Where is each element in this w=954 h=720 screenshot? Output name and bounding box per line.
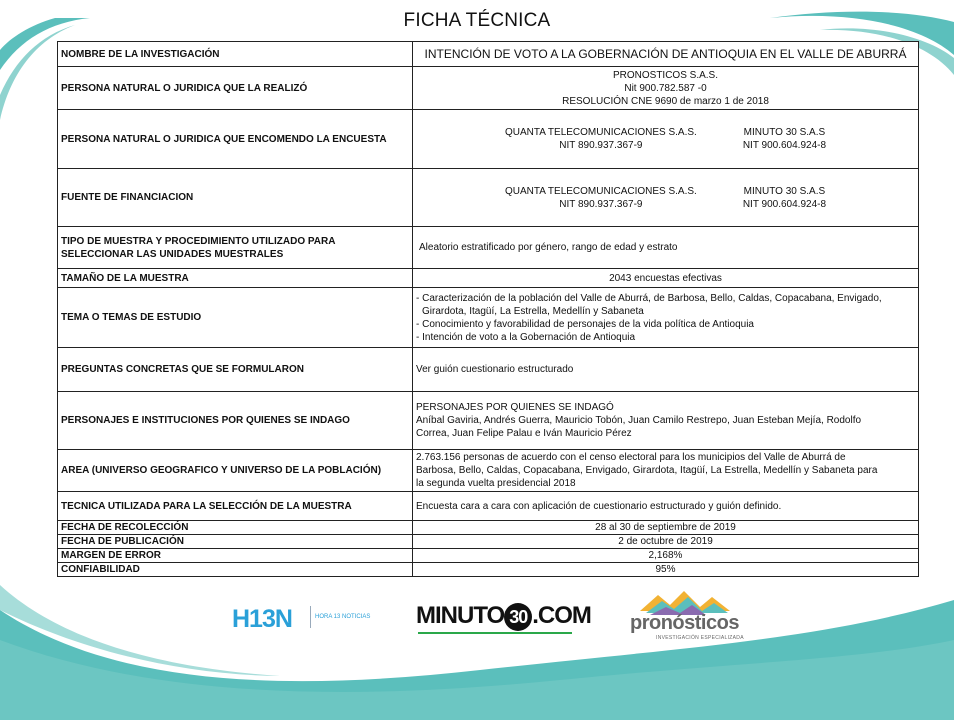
row-label: FECHA DE PUBLICACIÓN [58,535,413,549]
label-line: SELECCIONAR LAS UNIDADES MUESTRALES [61,248,284,260]
text-line: Barbosa, Bello, Caldas, Copacabana, Envigado, Girardota, Itagüí, La Estrella, Medellín y Sabaneta para [416,465,878,476]
row-label: NOMBRE DE LA INVESTIGACIÓN [58,42,413,67]
row-label: PERSONAJES E INSTITUCIONES POR QUIENES SE INDAGO [58,392,413,450]
table-row [58,450,919,492]
table-row [58,42,919,67]
text-line: Correa, Juan Felipe Palau e Iván Mauricio Pérez [416,428,632,439]
text-line: Nit 900.782.587 -0 [624,82,707,94]
entity-nit: NIT 900.604.924-8 [742,198,827,210]
row-value: 95% [413,563,919,577]
row-value: 2 de octubre de 2019 [413,535,919,549]
table-row [58,521,919,535]
minuto-underline [418,632,572,634]
row-value [413,288,919,348]
entity-nit: NIT 890.937.367-9 [559,140,643,151]
table-row [58,549,919,563]
row-label: MARGEN DE ERROR [58,549,413,563]
h13n-logo: H13N [232,605,292,633]
row-label: CONFIABILIDAD [58,563,413,577]
minuto-text: MINUTO [416,602,505,629]
text-line: Aníbal Gaviria, Andrés Guerra, Mauricio Tobón, Juan Camilo Restrepo, Juan Esteban Mejía, Rodolfo [416,415,862,426]
row-value [413,110,919,169]
label-line: TIPO DE MUESTRA Y PROCEDIMIENTO UTILIZADO PARA [61,235,336,247]
entity-b [743,185,826,211]
pronosticos-logo-subtitle: INVESTIGACIÓN ESPECIALIZADA [656,635,744,641]
text-line: - Conocimiento y favorabilidad de personajes de la vida política de Antioquia [416,318,754,330]
text-line: Girardota, Itagüí, La Estrella, Medellín y Sabaneta [422,305,644,317]
row-value: Encuesta cara a cara con aplicación de cuestionario estructurado y guión definido. [413,492,919,521]
minuto30-logo [416,602,591,631]
table-row [58,110,919,169]
minuto-com-text: .COM [532,602,591,629]
table-row [58,169,919,227]
row-value [413,67,919,110]
text-line: - Caracterización de la población del Valle de Aburrá, de Barbosa, Bello, Caldas, Copacabana, Envigado, [416,292,882,304]
row-value [413,169,919,227]
entity-name: QUANTA TELECOMUNICACIONES S.A.S. [504,127,697,138]
text-line: RESOLUCIÓN CNE 9690 de marzo 1 de 2018 [562,95,769,107]
text-line: - Intención de voto a la Gobernación de Antioquia [416,331,636,343]
row-label [58,227,413,269]
row-value [413,392,919,450]
row-value: 28 al 30 de septiembre de 2019 [413,521,919,535]
table-row [58,348,919,392]
entity-name: MINUTO 30 S.A.S [743,185,826,197]
entity-b [743,126,826,152]
table-row [58,288,919,348]
entity-nit: NIT 890.937.367-9 [559,198,643,210]
text-line: 2.763.156 personas de acuerdo con el censo electoral para los municipios del Valle de Aburrá de [416,452,846,463]
row-label: AREA (UNIVERSO GEOGRAFICO Y UNIVERSO DE LA POBLACIÓN) [58,450,413,492]
h13n-logo-subtitle: HORA 13 NOTICIAS [315,614,371,620]
entity-name: MINUTO 30 S.A.S [743,127,826,138]
entity-a [505,185,697,211]
table-row [58,492,919,521]
row-label: TEMA O TEMAS DE ESTUDIO [58,288,413,348]
table-row [58,269,919,288]
row-value: Aleatorio estratificado por género, rango de edad y estrato [413,227,919,269]
row-value: INTENCIÓN DE VOTO A LA GOBERNACIÓN DE ANTIOQUIA EN EL VALLE DE ABURRÁ [413,42,919,67]
text-line: PRONOSTICOS S.A.S. [612,69,719,81]
table-row [58,535,919,549]
row-value: Ver guión cuestionario estructurado [413,348,919,392]
entity-name: QUANTA TELECOMUNICACIONES S.A.S. [504,185,697,197]
table-row [58,392,919,450]
text-line: la segunda vuelta presidencial 2018 [416,478,576,489]
table-row [58,227,919,269]
row-label: TECNICA UTILIZADA PARA LA SELECCIÓN DE LA MUESTRA [58,492,413,521]
minuto-ball-icon: 30 [504,603,532,631]
row-value: 2043 encuestas efectivas [413,269,919,288]
row-value: 2,168% [413,549,919,563]
row-value [413,450,919,492]
entity-a [505,126,697,152]
page-title: FICHA TÉCNICA [403,10,551,31]
row-label: PERSONA NATURAL O JURIDICA QUE LA REALIZÓ [58,67,413,110]
row-label: TAMAÑO DE LA MUESTRA [58,269,413,288]
row-label: FECHA DE RECOLECCIÓN [58,521,413,535]
row-label: FUENTE DE FINANCIACION [58,169,413,227]
entity-nit: NIT 900.604.924-8 [742,140,827,151]
table-row [58,563,919,577]
row-label: PREGUNTAS CONCRETAS QUE SE FORMULARON [58,348,413,392]
text-line: PERSONAJES POR QUIENES SE INDAGÓ [416,402,614,413]
table-row [58,67,919,110]
row-label: PERSONA NATURAL O JURIDICA QUE ENCOMENDO LA ENCUESTA [58,110,413,169]
pronosticos-logo: pronósticos [630,612,739,634]
ficha-tecnica-table [57,41,919,577]
logo-divider [310,606,311,628]
